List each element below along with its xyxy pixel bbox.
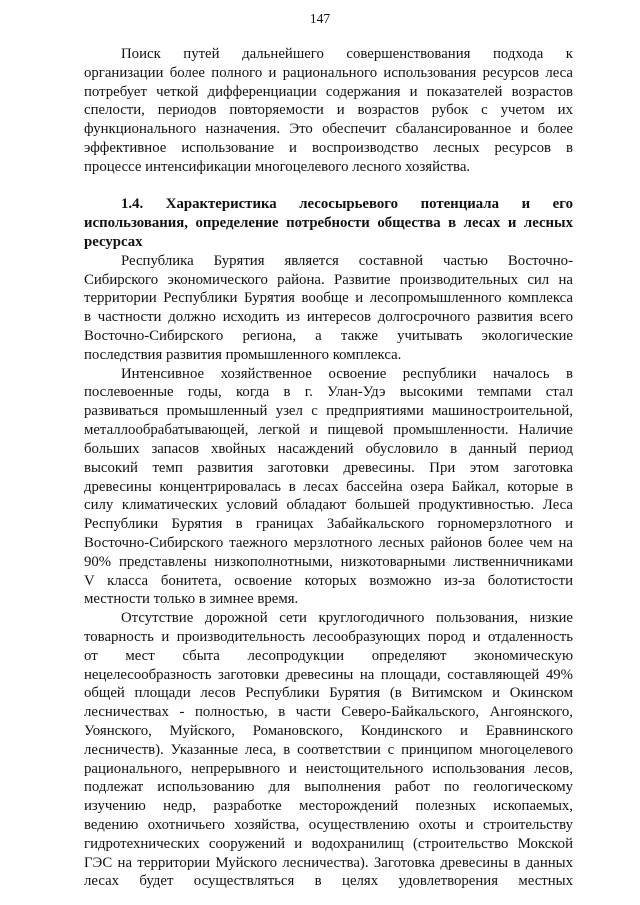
text-line: Уоянского, Муйского, Романовского, Кондинского и Еравнинского (84, 723, 573, 739)
text-line: лесах будет осуществляться в целях удовлетворения местных (84, 873, 573, 889)
text-line: подлежат использованию для выполнения работ по геологическому (84, 779, 573, 795)
text-line: ведению охотничьего хозяйства, осуществлению охоты и строительству (84, 817, 573, 833)
text-line: товарность и производительность лесообразующих пород и отдаленность (84, 629, 573, 645)
text-line: общей площади лесов Республики Бурятия (в Витимском и Окинском (84, 685, 573, 701)
text-line: Восточно-Сибирского таежного мерзлотного лесных районов более чем на (84, 535, 573, 551)
text-line: ГЭС на территории Муйского лесничества). Заготовка древесины в данных (84, 855, 573, 871)
section-heading-line: 1.4. Характеристика лесосырьевого потенциала и его (121, 196, 573, 212)
text-line: развиваться промышленный узел с предприятиями машиностроительной, (84, 403, 573, 419)
text-line: местности только в зимнее время. (84, 591, 299, 607)
text-line: послевоенные годы, когда в г. Улан-Удэ высокими темпами стал (84, 384, 573, 400)
text-line: лесничеств). Указанные леса, в соответствии с принципом многоцелевого (84, 742, 573, 758)
section-heading-line: ресурсах (84, 234, 143, 250)
text-line: древесины концентрировалась в лесах бассейна озера Байкал, которые в (84, 479, 573, 495)
text-line: высокий темп развития заготовки древесины. При этом заготовка (84, 460, 573, 476)
text-line: гидротехнических сооружений и водохранилищ (строительство Мокской (84, 836, 573, 852)
section-heading-line: использования, определение потребности общества в лесах и лесных (84, 215, 573, 231)
text-line: Интенсивное хозяйственное освоение республики началось в (121, 366, 573, 382)
text-line: последствия развития промышленного комплекса. (84, 347, 402, 363)
text-line: спелости, периодов повторяемости и возрастов рубок с учетом их (84, 102, 573, 118)
text-line: нецелесообразность заготовки древесины на площади, составляющей 49% (84, 667, 573, 683)
text-line: силу климатических условий обладают большей продуктивностью. Леса (84, 497, 573, 513)
text-line: Восточно-Сибирского региона, а также учитывать экологические (84, 328, 573, 344)
text-line: от мест сбыта лесопродукции определяют экономическую (84, 648, 573, 664)
text-line: функционального назначения. Это обеспечит сбалансированное и более (84, 121, 573, 137)
text-line: Республики Бурятия в границах Забайкальского горномерзлотного и (84, 516, 573, 532)
text-line: потребует четкой дифференциации содержания и показателей возрастов (84, 84, 573, 100)
text-line: изучению недр, разработке месторождений полезных ископаемых, (84, 798, 573, 814)
text-line: территории Республики Бурятия вообще и лесопромышленного комплекса (84, 290, 573, 306)
text-line: эффективное использование и воспроизводство лесных ресурсов в (84, 140, 573, 156)
text-line: процессе интенсификации многоцелевого лесного хозяйства. (84, 159, 471, 175)
page-number: 147 (309, 11, 331, 26)
text-line: Сибирского экономического района. Развитие производительных сил на (84, 272, 573, 288)
text-line: Поиск путей дальнейшего совершенствования подхода к (121, 46, 573, 62)
text-line: лесничествах - полностью, в части Северо-Байкальского, Ангоянского, (84, 704, 573, 720)
text-line: 90% представлены низкополнотными, низкотоварными лиственничниками (84, 554, 573, 570)
text-line: металлообрабатывающей, легкой и пищевой промышленности. Наличие (84, 422, 573, 438)
text-line: Отсутствие дорожной сети круглогодичного пользования, низкие (121, 610, 573, 626)
text-line: Республика Бурятия является составной частью Восточно- (121, 253, 573, 269)
text-line: в частности должно исходить из интересов долгосрочного развития всего (84, 309, 573, 325)
text-line: рационального, непрерывного и неистощительного использования лесов, (84, 761, 573, 777)
text-line: организации более полного и рационального использования ресурсов леса (84, 65, 573, 81)
text-line: V класса бонитета, освоение которых возможно из-за болотистости (84, 573, 573, 589)
text-line: больших запасов хвойных насаждений обусловило в данный период (84, 441, 573, 457)
